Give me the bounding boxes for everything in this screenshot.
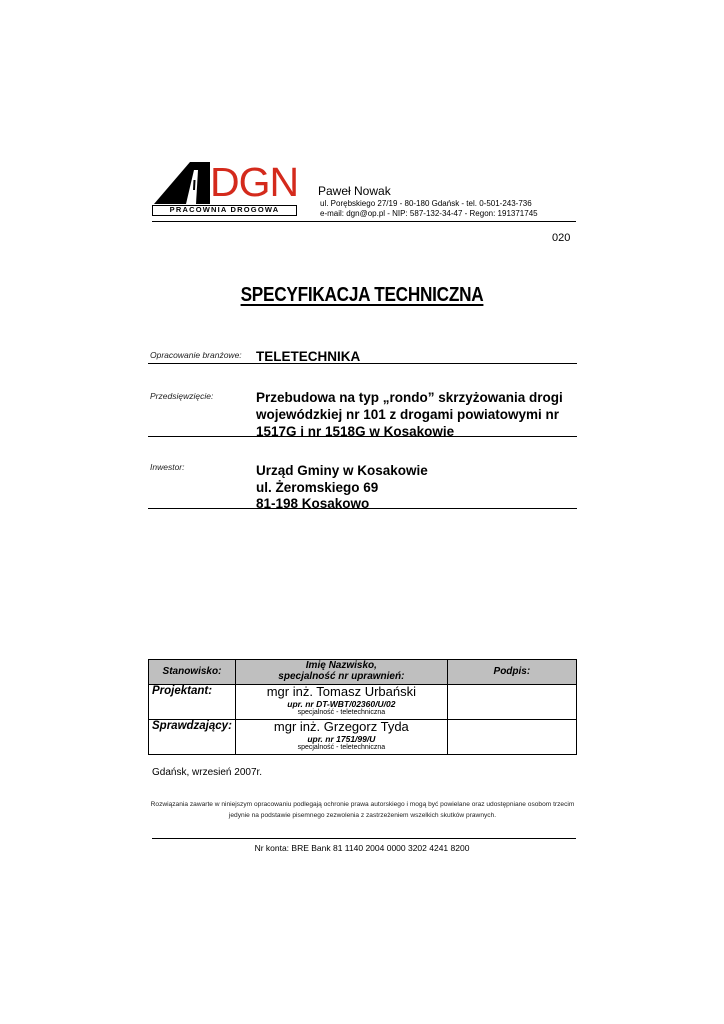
logo-text: DGN [210,159,299,205]
person-license: upr. nr DT-WBT/02360/U/02 [287,699,396,709]
footer-divider [152,838,576,839]
table-header-row [149,660,577,685]
author-name: Paweł Nowak [318,184,391,198]
role-designer: Projektant: [149,685,236,720]
field-label-project: Przedsięwzięcie: [150,391,214,401]
header-signature: Podpis: [447,660,576,685]
table-row [149,720,577,755]
field-value-investor-line2: ul. Żeromskiego 69 [256,480,379,495]
field-value-project-line1: Przebudowa na typ „rondo” skrzyżowania drogi [256,390,563,405]
place-and-date: Gdańsk, wrzesień 2007r. [152,767,263,778]
company-logo [152,160,300,218]
field-value-discipline: TELETECHNIKA [256,349,361,364]
field-label-investor: Inwestor: [150,462,185,472]
field-divider [148,508,577,509]
role-reviewer: Sprawdzający: [149,720,236,755]
person-name: mgr inż. Grzegorz Tyda [273,719,409,734]
logo-subtitle: PRACOWNIA DROGOWA [152,205,297,216]
field-value-investor-line3: 81-198 Kosakowo [256,496,370,511]
person-specialty: specjalność - teletechniczna [297,744,386,751]
person-reviewer [235,720,447,755]
person-license: upr. nr 1751/99/U [307,734,376,744]
author-contact: e-mail: dgn@op.pl - NIP: 587-132-34-47 - Regon: 191371745 [320,209,538,218]
header-divider [152,221,576,222]
author-address: ul. Porębskiego 27/19 - 80-180 Gdańsk - tel. 0-501-243-736 [320,199,532,208]
table-row [149,685,577,720]
header-name [235,660,447,685]
signatures-table [148,659,577,755]
road-logo-icon [152,160,212,206]
copyright-notice-line2: jedynie na podstawie pisemnego zezwolenia z zastrzeżeniem wszelkich skutków prawnych. [228,812,497,819]
field-divider [148,363,577,364]
person-designer [235,685,447,720]
document-number: 020 [552,232,571,244]
header-name-line2: specjalność nr uprawnień: [278,671,405,682]
field-value-investor-line1: Urząd Gminy w Kosakowie [256,463,428,478]
header-name-line1: Imię Nazwisko, [305,660,377,671]
field-divider [148,436,577,437]
field-value-project-line3: 1517G i nr 1518G w Kosakowie [256,424,455,439]
field-label-discipline: Opracowanie branżowe: [150,350,242,360]
header-position: Stanowisko: [149,660,236,685]
document-title: SPECYFIKACJA TECHNICZNA [240,284,484,306]
field-value-project-line2: wojewódzkiej nr 101 z drogami powiatowymi nr [256,407,560,422]
person-name: mgr inż. Tomasz Urbański [266,684,417,699]
copyright-notice-line1: Rozwiązania zawarte w niniejszym opracowaniu podlegają ochronie prawa autorskiego i mogą być powielane oraz udostępniane osobom trzecim [150,801,575,808]
signature-cell [447,720,576,755]
signature-cell [447,685,576,720]
bank-account: Nr konta: BRE Bank 81 1140 2004 0000 3202 4241 8200 [254,843,470,853]
person-specialty: specjalność - teletechniczna [297,709,386,716]
